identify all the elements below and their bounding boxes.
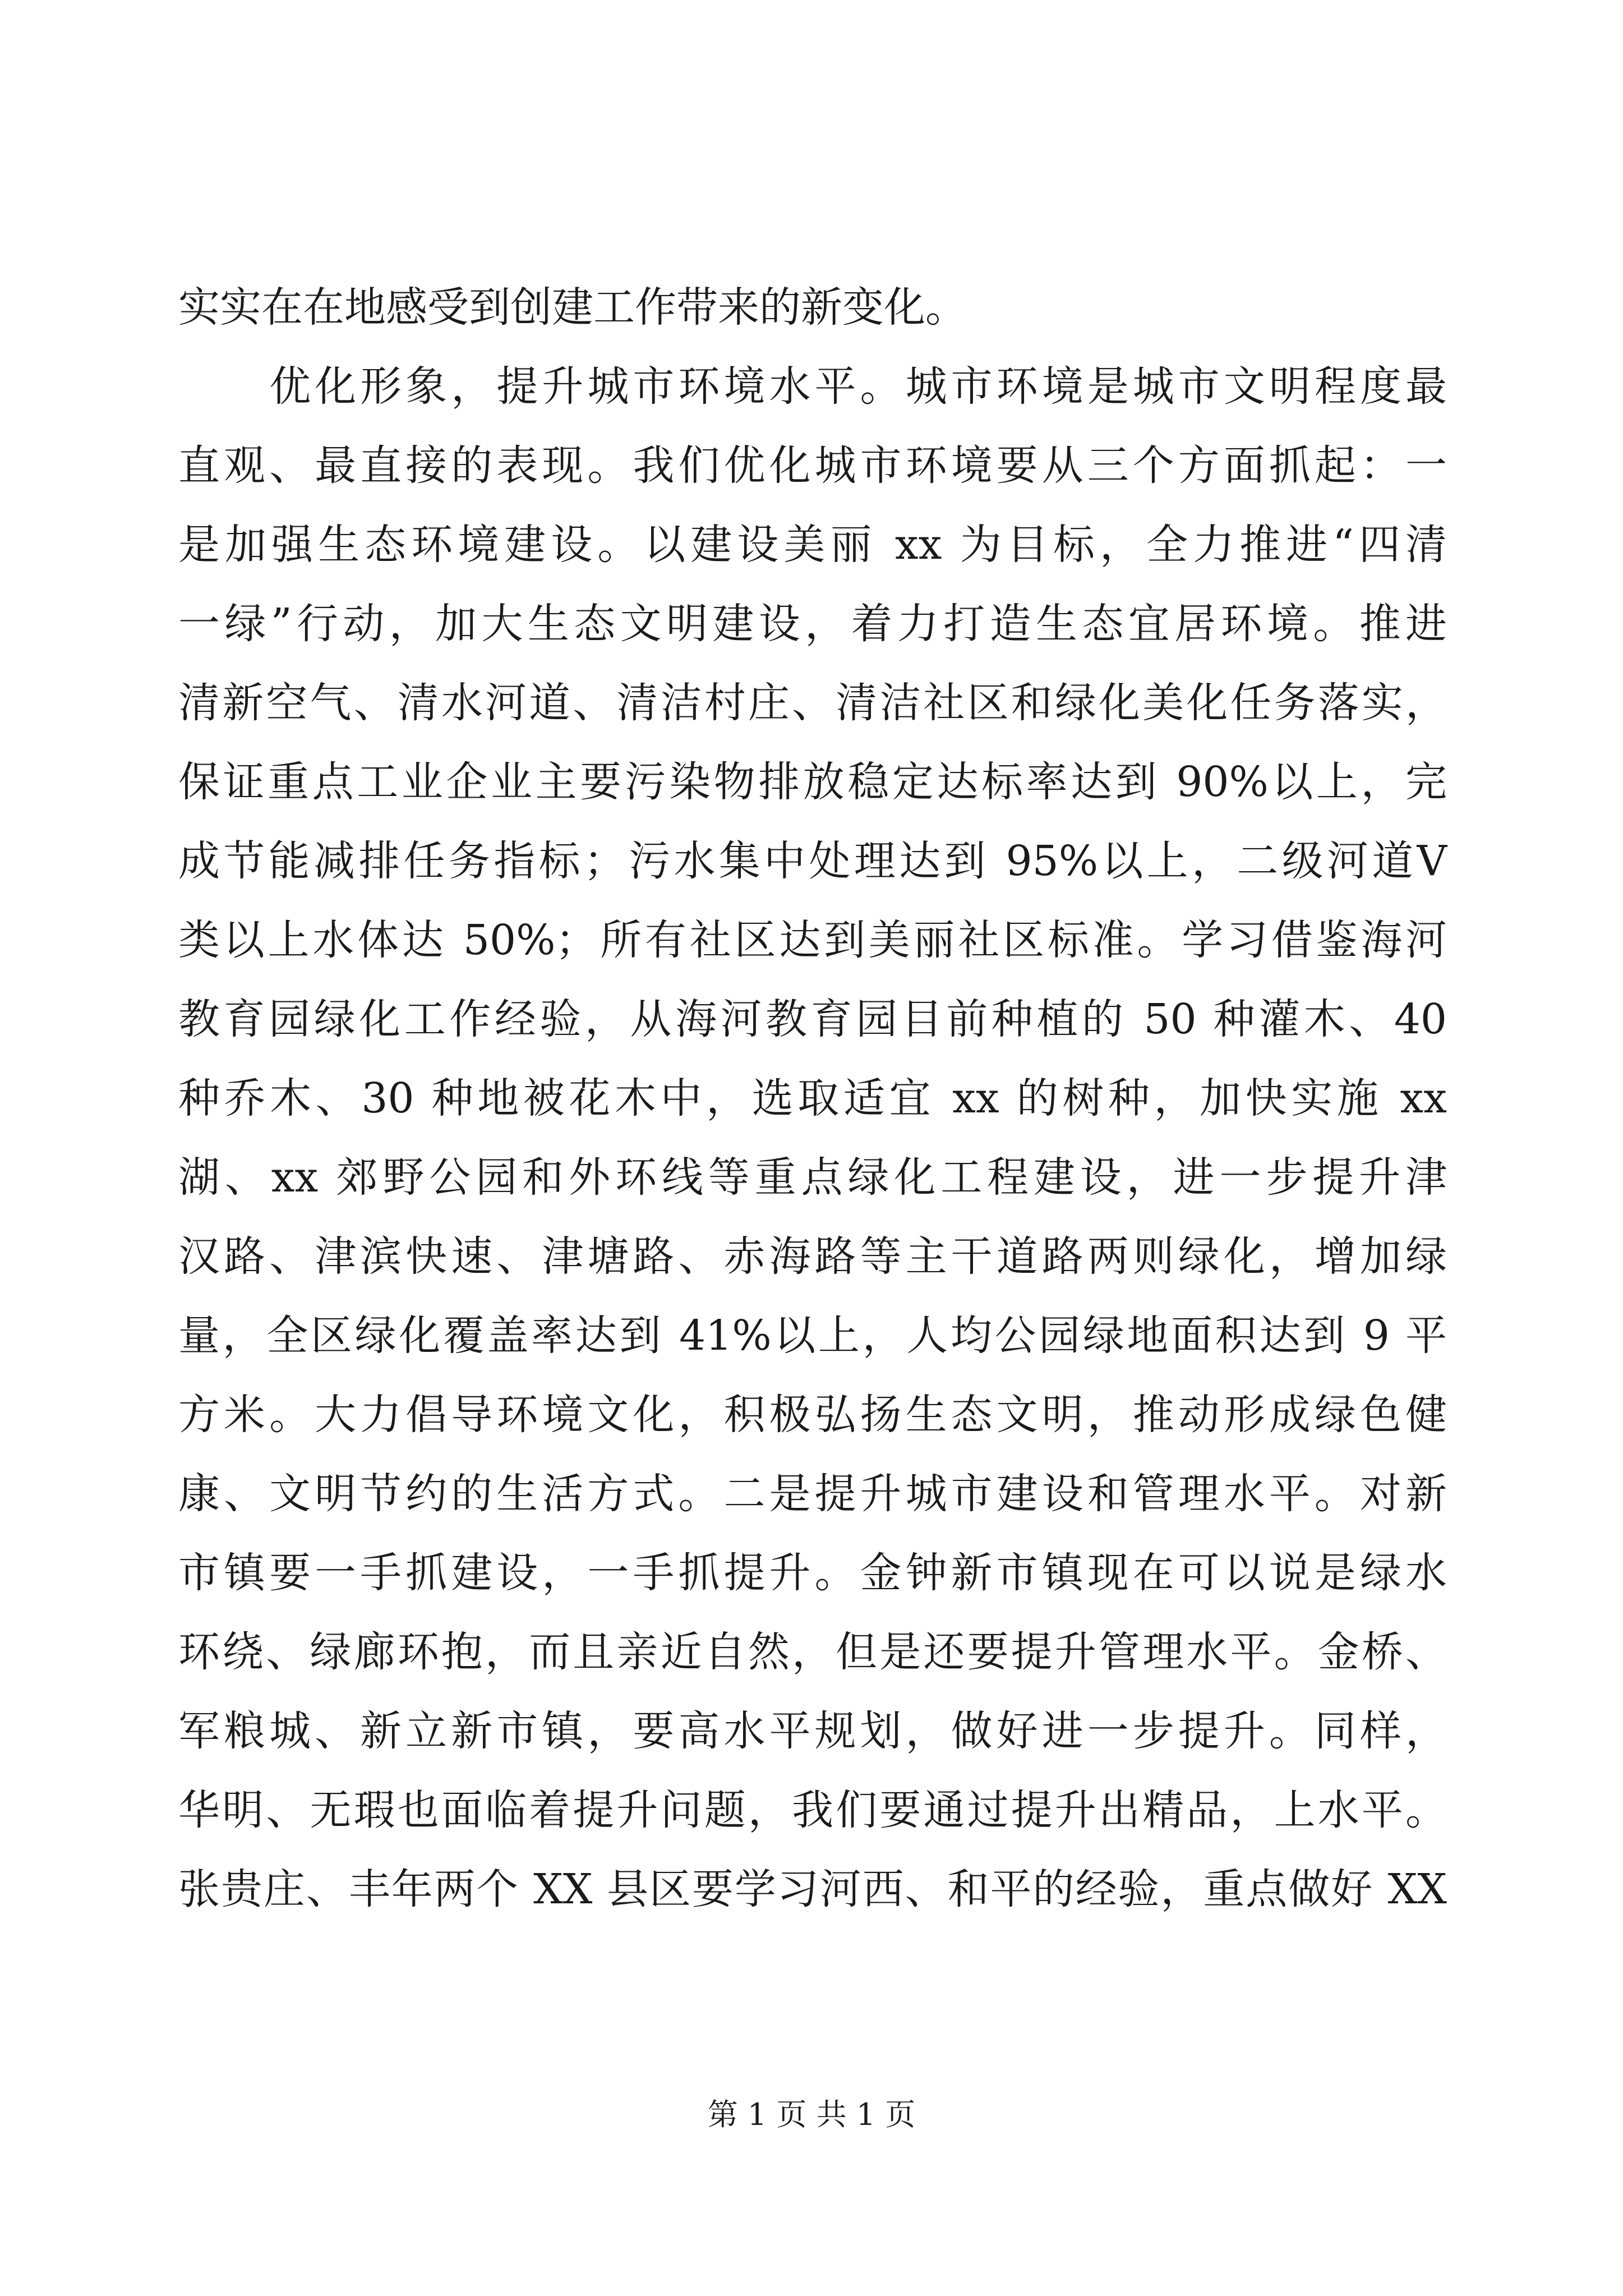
text-line: 华明、无瑕也面临着提升问题，我们要通过提升出精品，上水平。: [178, 1786, 1447, 1834]
text-line: 方米。大力倡导环境文化，积极弘扬生态文明，推动形成绿色健: [178, 1391, 1447, 1439]
text-line: 市镇要一手抓建设，一手抓提升。金钟新市镇现在可以说是绿水: [178, 1549, 1447, 1597]
text-line: 保证重点工业企业主要污染物排放稳定达标率达到 90%以上，完: [178, 758, 1447, 806]
text-line: 张贵庄、丰年两个 XX 县区要学习河西、和平的经验，重点做好 XX: [178, 1865, 1447, 1913]
text-line: 优化形象，提升城市环境水平。城市环境是城市文明程度最: [178, 362, 1447, 411]
text-line: 直观、最直接的表现。我们优化城市环境要从三个方面抓起：一: [178, 441, 1447, 490]
text-line: 康、文明节约的生活方式。二是提升城市建设和管理水平。对新: [178, 1470, 1447, 1518]
text-line: 环绕、绿廊环抱，而且亲近自然，但是还要提升管理水平。金桥、: [178, 1628, 1447, 1676]
text-line: 种乔木、30 种地被花木中，选取适宜 xx 的树种，加快实施 xx: [178, 1074, 1447, 1122]
text-line: 教育园绿化工作经验，从海河教育园目前种植的 50 种灌木、40: [178, 995, 1447, 1043]
text-line: 军粮城、新立新市镇，要高水平规划，做好进一步提升。同样，: [178, 1707, 1447, 1755]
text-line: 湖、xx 郊野公园和外环线等重点绿化工程建设，进一步提升津: [178, 1153, 1447, 1202]
page-footer: 第 1 页 共 1 页: [707, 2097, 916, 2132]
text-line: 成节能减排任务指标；污水集中处理达到 95%以上，二级河道Ⅴ: [178, 837, 1447, 885]
text-line: 类以上水体达 50%；所有社区达到美丽社区标准。学习借鉴海河: [178, 916, 1447, 964]
text-line: 一绿”行动，加大生态文明建设，着力打造生态宜居环境。推进: [178, 600, 1447, 648]
text-line: 量，全区绿化覆盖率达到 41%以上，人均公园绿地面积达到 9 平: [178, 1312, 1447, 1360]
text-line: 汉路、津滨快速、津塘路、赤海路等主干道路两则绿化，增加绿: [178, 1232, 1447, 1281]
text-line: 清新空气、清水河道、清洁村庄、清洁社区和绿化美化任务落实，: [178, 679, 1447, 727]
body-text: [178, 268, 1447, 1929]
text-line: 实实在在地感受到创建工作带来的新变化。: [178, 283, 967, 332]
text-line: 是加强生态环境建设。以建设美丽 xx 为目标，全力推进“四清: [178, 521, 1447, 569]
